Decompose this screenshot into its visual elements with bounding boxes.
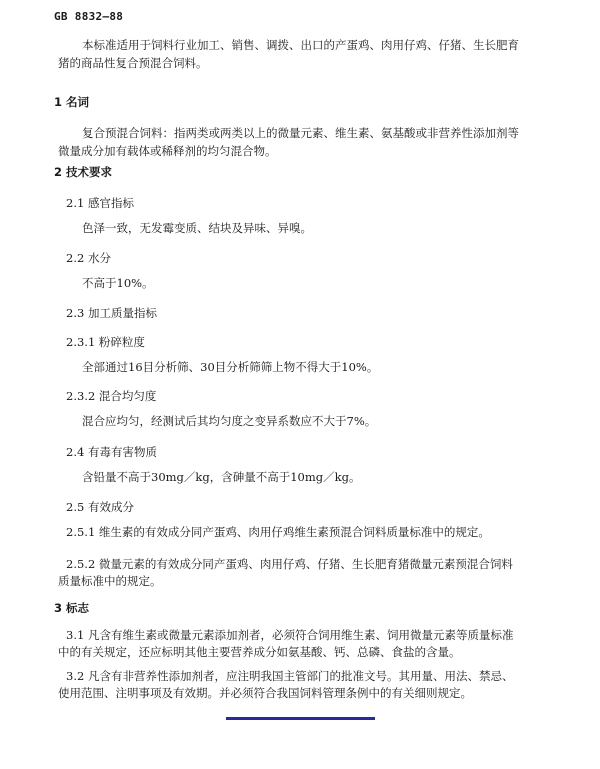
section-1-line-2: 微量成分加有载体或稀释剂的均匀混合物。 [58,144,277,158]
end-rule [226,717,375,720]
section-2-4-text: 含铅量不高于30mg／kg，含砷量不高于10mg／kg。 [82,470,361,484]
section-2-3-2-text: 混合应均匀，经测试后其均匀度之变异系数应不大于7%。 [82,414,377,428]
section-1-title: 1 名词 [54,95,90,109]
standard-code: GB 8832—88 [54,10,124,23]
section-2-3-1-title: 2.3.1 粉碎粒度 [66,335,145,349]
section-3-1-line-1: 3.1 凡含有维生素或微量元素添加剂者，必须符合饲用维生素、饲用微量元素等质量标准 [66,628,514,642]
section-2-5-1-text: 2.5.1 维生素的有效成分同产蛋鸡、肉用仔鸡维生素预混合饲料质量标准中的规定。 [66,525,490,539]
section-2-3-title: 2.3 加工质量指标 [66,306,157,320]
section-2-5-2-line-1: 2.5.2 微量元素的有效成分同产蛋鸡、肉用仔鸡、仔猪、生长肥育猪微量元素预混合饲料 [66,557,513,571]
section-3-2-line-1: 3.2 凡含有非营养性添加剂者，应注明我国主管部门的批准文号。其用量、用法、禁忌、 [66,669,514,683]
section-2-1-text: 色泽一致，无发霉变质、结块及异味、异嗅。 [82,221,312,235]
section-2-3-2-title: 2.3.2 混合均匀度 [66,389,157,403]
section-2-title: 2 技术要求 [54,165,113,179]
section-3-title: 3 标志 [54,601,90,615]
section-2-5-title: 2.5 有效成分 [66,500,134,514]
section-3-2-line-2: 使用范围、注明事项及有效期。并必须符合我国饲料管理条例中的有关细则规定。 [58,686,472,700]
section-2-4-title: 2.4 有毒有害物质 [66,445,157,459]
section-2-2-text: 不高于10%。 [82,276,154,290]
section-2-5-2-line-2: 质量标准中的规定。 [58,574,162,588]
section-2-1-title: 2.1 感官指标 [66,196,134,210]
section-1-line-1: 复合预混合饲料：指两类或两类以上的微量元素、维生素、氨基酸或非营养性添加剂等 [82,126,519,140]
intro-line-2: 猪的商品性复合预混合饲料。 [58,56,208,70]
section-3-1-line-2: 中的有关规定，还应标明其他主要营养成分如氨基酸、钙、总磷、食盐的含量。 [58,645,461,659]
intro-line-1: 本标准适用于饲料行业加工、销售、调拨、出口的产蛋鸡、肉用仔鸡、仔猪、生长肥育 [82,38,519,52]
section-2-3-1-text: 全部通过16目分析筛、30目分析筛筛上物不得大于10%。 [82,360,379,374]
section-2-2-title: 2.2 水分 [66,251,111,265]
